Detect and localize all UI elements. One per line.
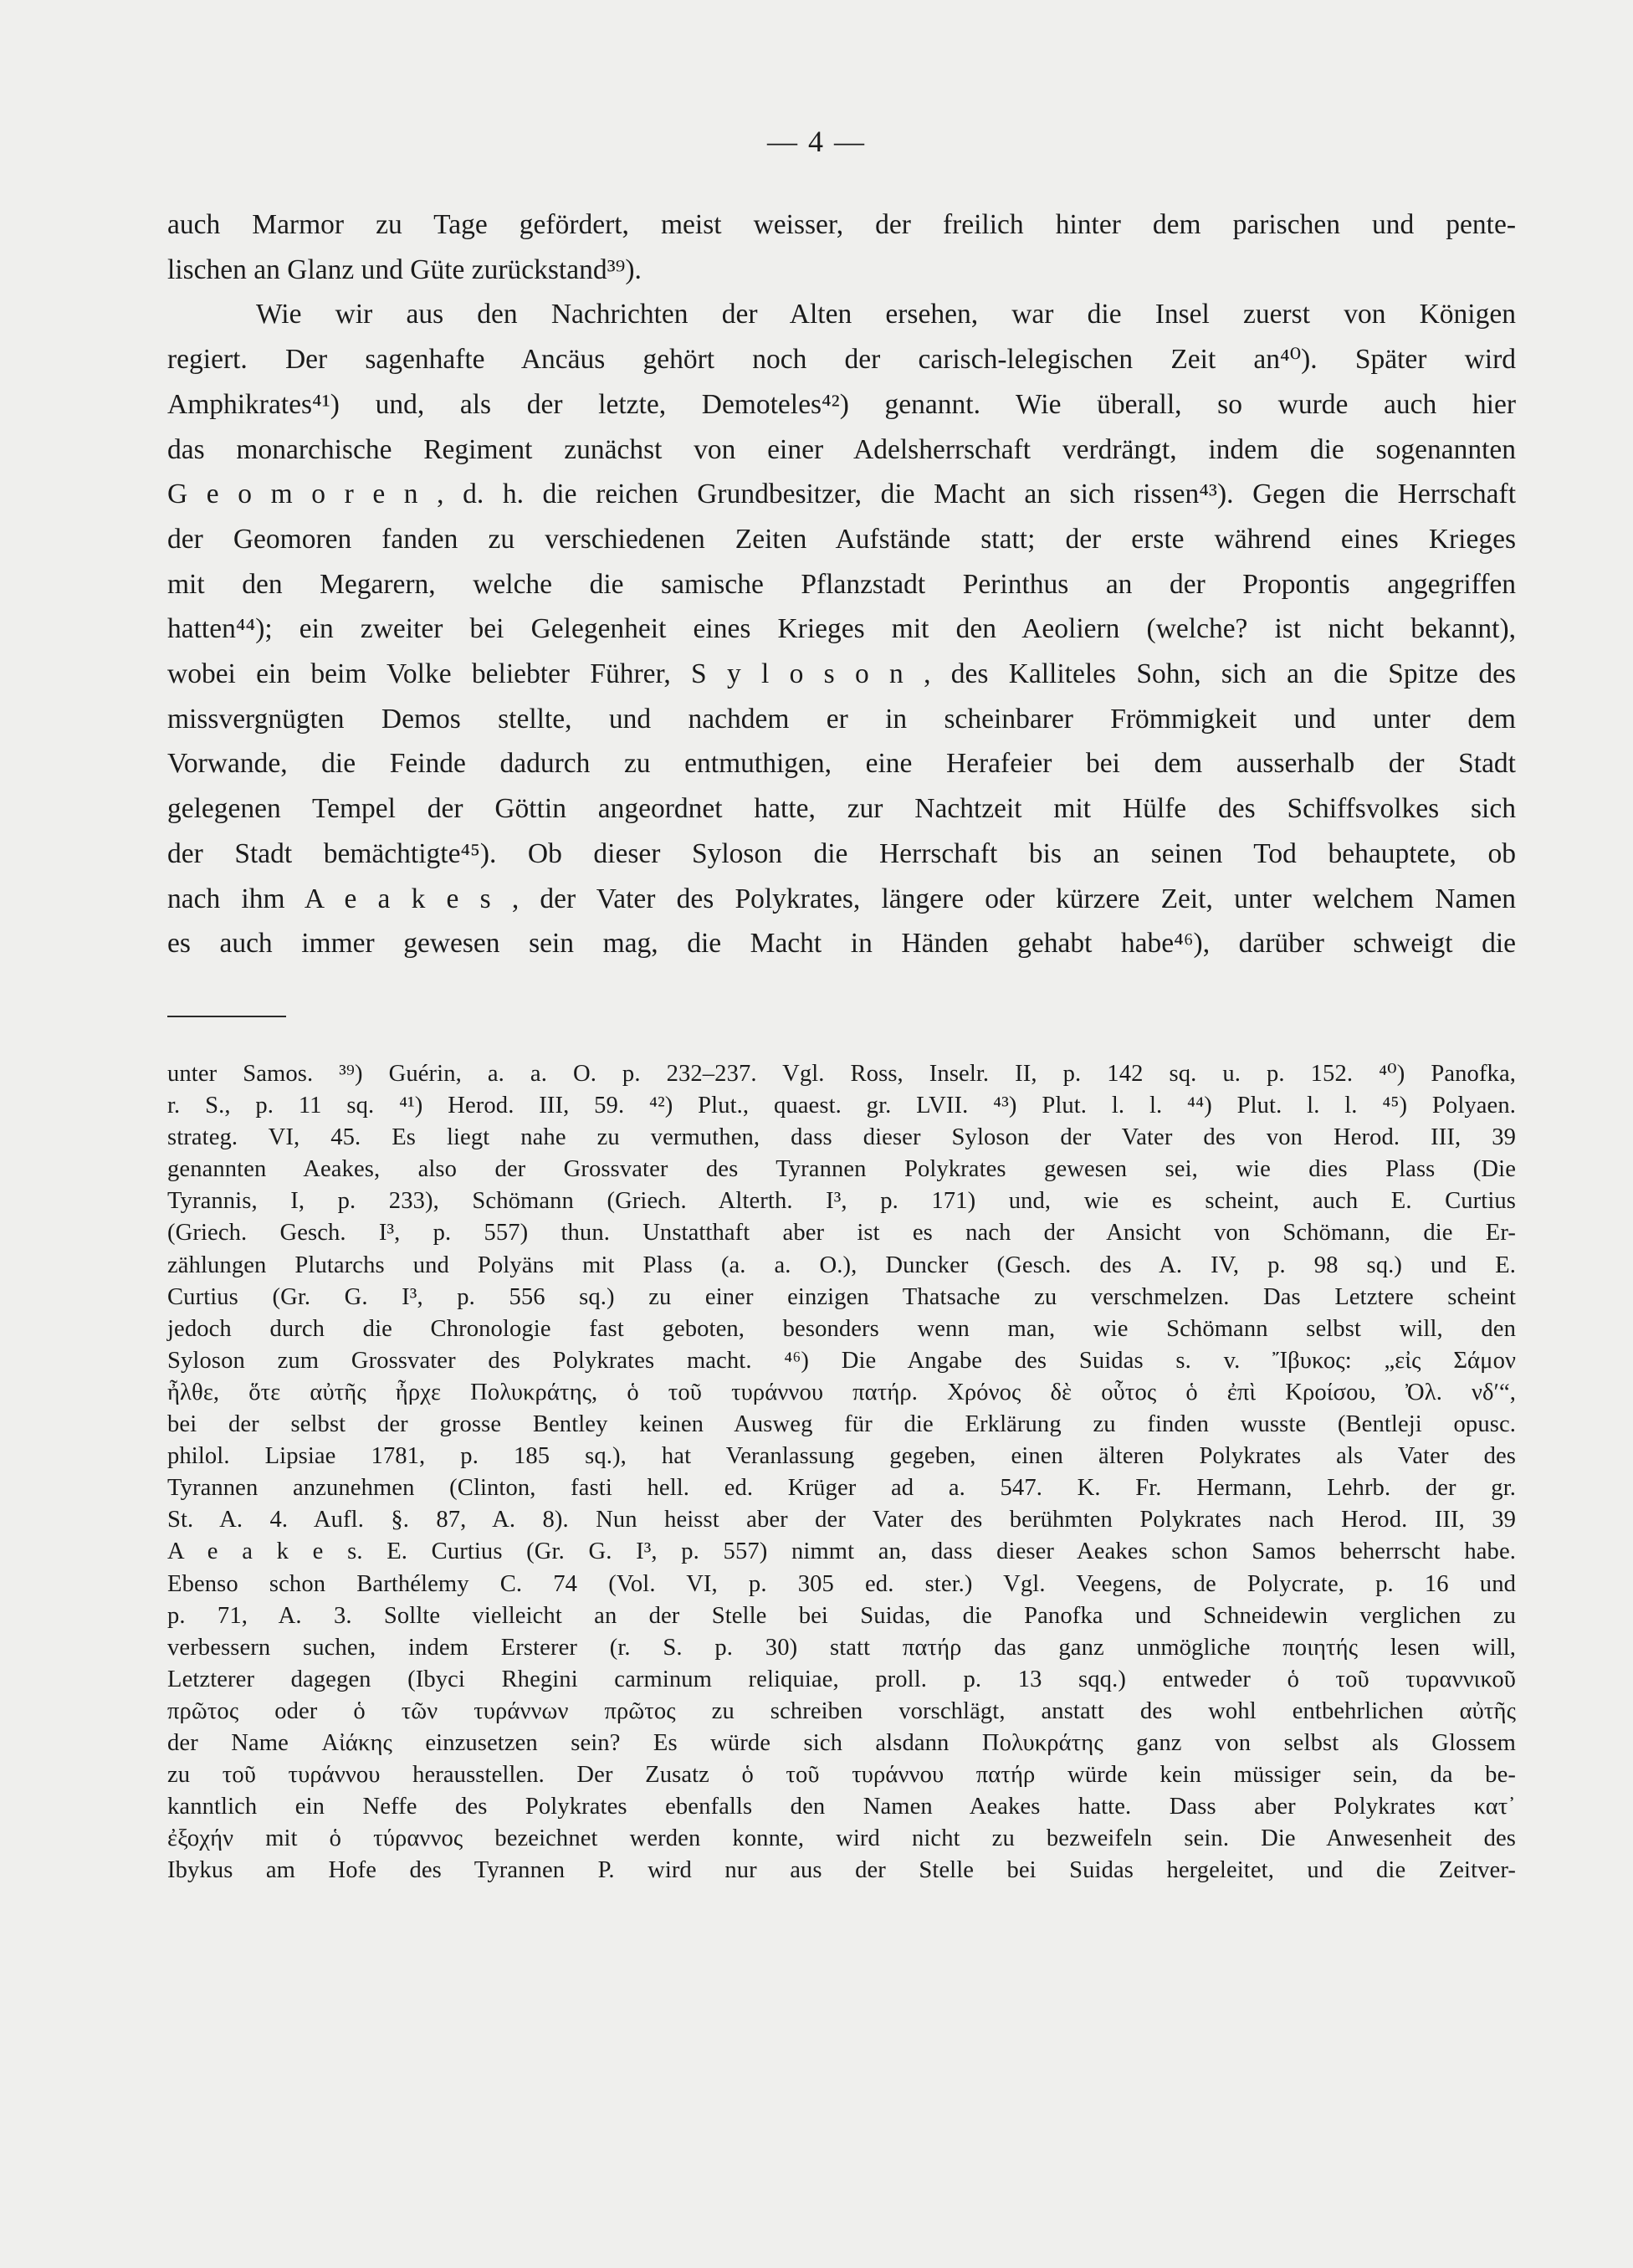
text-line: Wie wir aus den Nachrichten der Alten ersehen, war die Insel zuerst von Königen <box>256 299 1516 330</box>
text-line: regiert. Der sagenhafte Ancäus gehört noch der carisch-lelegischen Zeit an⁴⁰). Später wird <box>167 344 1516 376</box>
footnote-line: strateg. VI, 45. Es liegt nahe zu vermuthen, dass dieser Syloson der Vater des von Herod. III, 39 <box>167 1124 1516 1151</box>
footnotes <box>167 1058 1516 1887</box>
text-line: Amphikrates⁴¹) und, als der letzte, Demoteles⁴²) genannt. Wie überall, so wurde auch hier <box>167 388 1516 420</box>
text-line: nach ihm A e a k e s , der Vater des Polykrates, längere oder kürzere Zeit, unter welchem Namen <box>167 883 1516 914</box>
footnote-line: Syloson zum Grossvater des Polykrates macht. ⁴⁶) Die Angabe des Suidas s. v. Ἴβυκος: „εἰς Σάμον <box>167 1347 1516 1374</box>
footnote-line: Letzterer dagegen (Ibyci Rhegini carminum reliquiae, proll. p. 13 sqq.) entweder ὁ τοῦ τυραννικοῦ <box>167 1666 1516 1692</box>
footnote-line: A e a k e s. E. Curtius (Gr. G. I³, p. 557) nimmt an, dass dieser Aeakes schon Samos beherrscht habe. <box>167 1538 1516 1565</box>
footnote-line: genannten Aeakes, also der Grossvater des Tyrannen Polykrates gewesen sei, wie dies Plass (Die <box>167 1156 1516 1183</box>
footnote-line: Tyrannen anzunehmen (Clinton, fasti hell. ed. Krüger ad a. 547. K. Fr. Hermann, Lehrb. der gr. <box>167 1475 1516 1502</box>
footnote-line: St. A. 4. Aufl. §. 87, A. 8). Nun heisst aber der Vater des berühmten Polykrates nach Herod. III, 39 <box>167 1507 1516 1533</box>
footnote-line: Ibykus am Hofe des Tyrannen P. wird nur aus der Stelle bei Suidas hergeleitet, und die Zeitver- <box>167 1857 1516 1884</box>
footnote-line: jedoch durch die Chronologie fast geboten, besonders wenn man, wie Schömann selbst will, den <box>167 1315 1516 1342</box>
footnote-line-greek: ἦλθε, ὅτε αὐτῆς ἦρχε Πολυκράτης, ὁ τοῦ τυράννου πατήρ. Χρόνος δὲ οὗτος ὁ ἐπὶ Κροίσου, Ὀλ. νδʹ“, <box>167 1379 1516 1405</box>
main-text <box>167 202 1516 966</box>
text-line: das monarchische Regiment zunächst von einer Adelsherrschaft verdrängt, indem die sogenannten <box>167 433 1516 465</box>
footnote-line: ἐξοχήν mit ὁ τύραννος bezeichnet werden konnte, wird nicht zu bezweifeln sein. Die Anwesenheit des <box>167 1825 1516 1852</box>
footnote-line: philol. Lipsiae 1781, p. 185 sq.), hat Veranlassung gegeben, einen älteren Polykrates als Vater des <box>167 1443 1516 1470</box>
footnote-line: Curtius (Gr. G. I³, p. 556 sq.) zu einer einzigen Thatsache zu verschmelzen. Das Letztere scheint <box>167 1283 1516 1310</box>
text-line: es auch immer gewesen sein mag, die Macht in Händen gehabt habe⁴⁶), darüber schweigt die <box>167 928 1516 960</box>
footnote-line: kanntlich ein Neffe des Polykrates ebenfalls den Namen Aeakes hatte. Dass aber Polykrates κατ᾽ <box>167 1794 1516 1820</box>
footnote-line: zu τοῦ τυράννου herausstellen. Der Zusatz ὁ τοῦ τυράννου πατήρ würde kein müssiger sein, da be- <box>167 1762 1516 1789</box>
text-line: gelegenen Tempel der Göttin angeordnet hatte, zur Nachtzeit mit Hülfe des Schiffsvolkes sich <box>167 793 1516 825</box>
text-line: Vorwande, die Feinde dadurch zu entmuthigen, eine Herafeier bei dem ausserhalb der Stadt <box>167 748 1516 780</box>
text-line: lischen an Glanz und Güte zurückstand³⁹). <box>167 253 642 285</box>
text-line: auch Marmor zu Tage gefördert, meist weisser, der freilich hinter dem parischen und pente- <box>167 209 1516 240</box>
text-line: mit den Megarern, welche die samische Pflanzstadt Perinthus an der Propontis angegriffen <box>167 568 1516 600</box>
footnote-line: zählungen Plutarchs und Polyäns mit Plass (a. a. O.), Duncker (Gesch. des A. IV, p. 98 sq.) und E. <box>167 1252 1516 1278</box>
footnote-line: Tyrannis, I, p. 233), Schömann (Griech. Alterth. I³, p. 171) und, wie es scheint, auch E. Curtius <box>167 1188 1516 1215</box>
text-line: wobei ein beim Volke beliebter Führer, S y l o s o n , des Kalliteles Sohn, sich an die Spitze des <box>167 658 1516 690</box>
footnote-line: bei der selbst der grosse Bentley keinen Ausweg für die Erklärung zu finden wusste (Bentleji opusc. <box>167 1411 1516 1438</box>
footnote-line: πρῶτος oder ὁ τῶν τυράννων πρῶτος zu schreiben vorschlägt, anstatt des wohl entbehrlichen αὐτῆς <box>167 1697 1516 1724</box>
footnote-line: der Name Αἰάκης einzusetzen sein? Es würde sich alsdann Πολυκράτης ganz von selbst als Glossem <box>167 1729 1516 1756</box>
footnote-line: (Griech. Gesch. I³, p. 557) thun. Unstatthaft aber ist es nach der Ansicht von Schömann, die Er- <box>167 1220 1516 1247</box>
footnote-separator <box>167 1016 286 1017</box>
footnote-line: r. S., p. 11 sq. ⁴¹) Herod. III, 59. ⁴²) Plut., quaest. gr. LVII. ⁴³) Plut. l. l. ⁴⁴) Plut. l. l. ⁴⁵) Polyaen. <box>167 1093 1516 1119</box>
footnote-line: unter Samos. ³⁹) Guérin, a. a. O. p. 232–237. Vgl. Ross, Inselr. II, p. 142 sq. u. p. 152. ⁴⁰) Panofka, <box>167 1061 1516 1087</box>
text-line: hatten⁴⁴); ein zweiter bei Gelegenheit eines Krieges mit den Aeoliern (welche? ist nicht bekannt), <box>167 613 1516 645</box>
footnote-line: Ebenso schon Barthélemy C. 74 (Vol. VI, p. 305 ed. ster.) Vgl. Veegens, de Polycrate, p. 16 und <box>167 1570 1516 1597</box>
footnote-line: p. 71, A. 3. Sollte vielleicht an der Stelle bei Suidas, die Panofka und Schneidewin verglichen zu <box>167 1602 1516 1629</box>
text-line: G e o m o r e n , d. h. die reichen Grundbesitzer, die Macht an sich rissen⁴³). Gegen die Herrschaft <box>167 479 1516 510</box>
text-line: der Geomoren fanden zu verschiedenen Zeiten Aufstände statt; der erste während eines Krieges <box>167 523 1516 555</box>
text-line: missvergnügten Demos stellte, und nachdem er in scheinbarer Frömmigkeit und unter dem <box>167 703 1516 735</box>
footnote-line: verbessern suchen, indem Ersterer (r. S. p. 30) statt πατήρ das ganz unmögliche ποιητής lesen will, <box>167 1634 1516 1661</box>
text-line: der Stadt bemächtigte⁴⁵). Ob dieser Syloson die Herrschaft bis an seinen Tod behauptete, ob <box>167 837 1516 869</box>
page-number: — 4 — <box>767 125 866 158</box>
